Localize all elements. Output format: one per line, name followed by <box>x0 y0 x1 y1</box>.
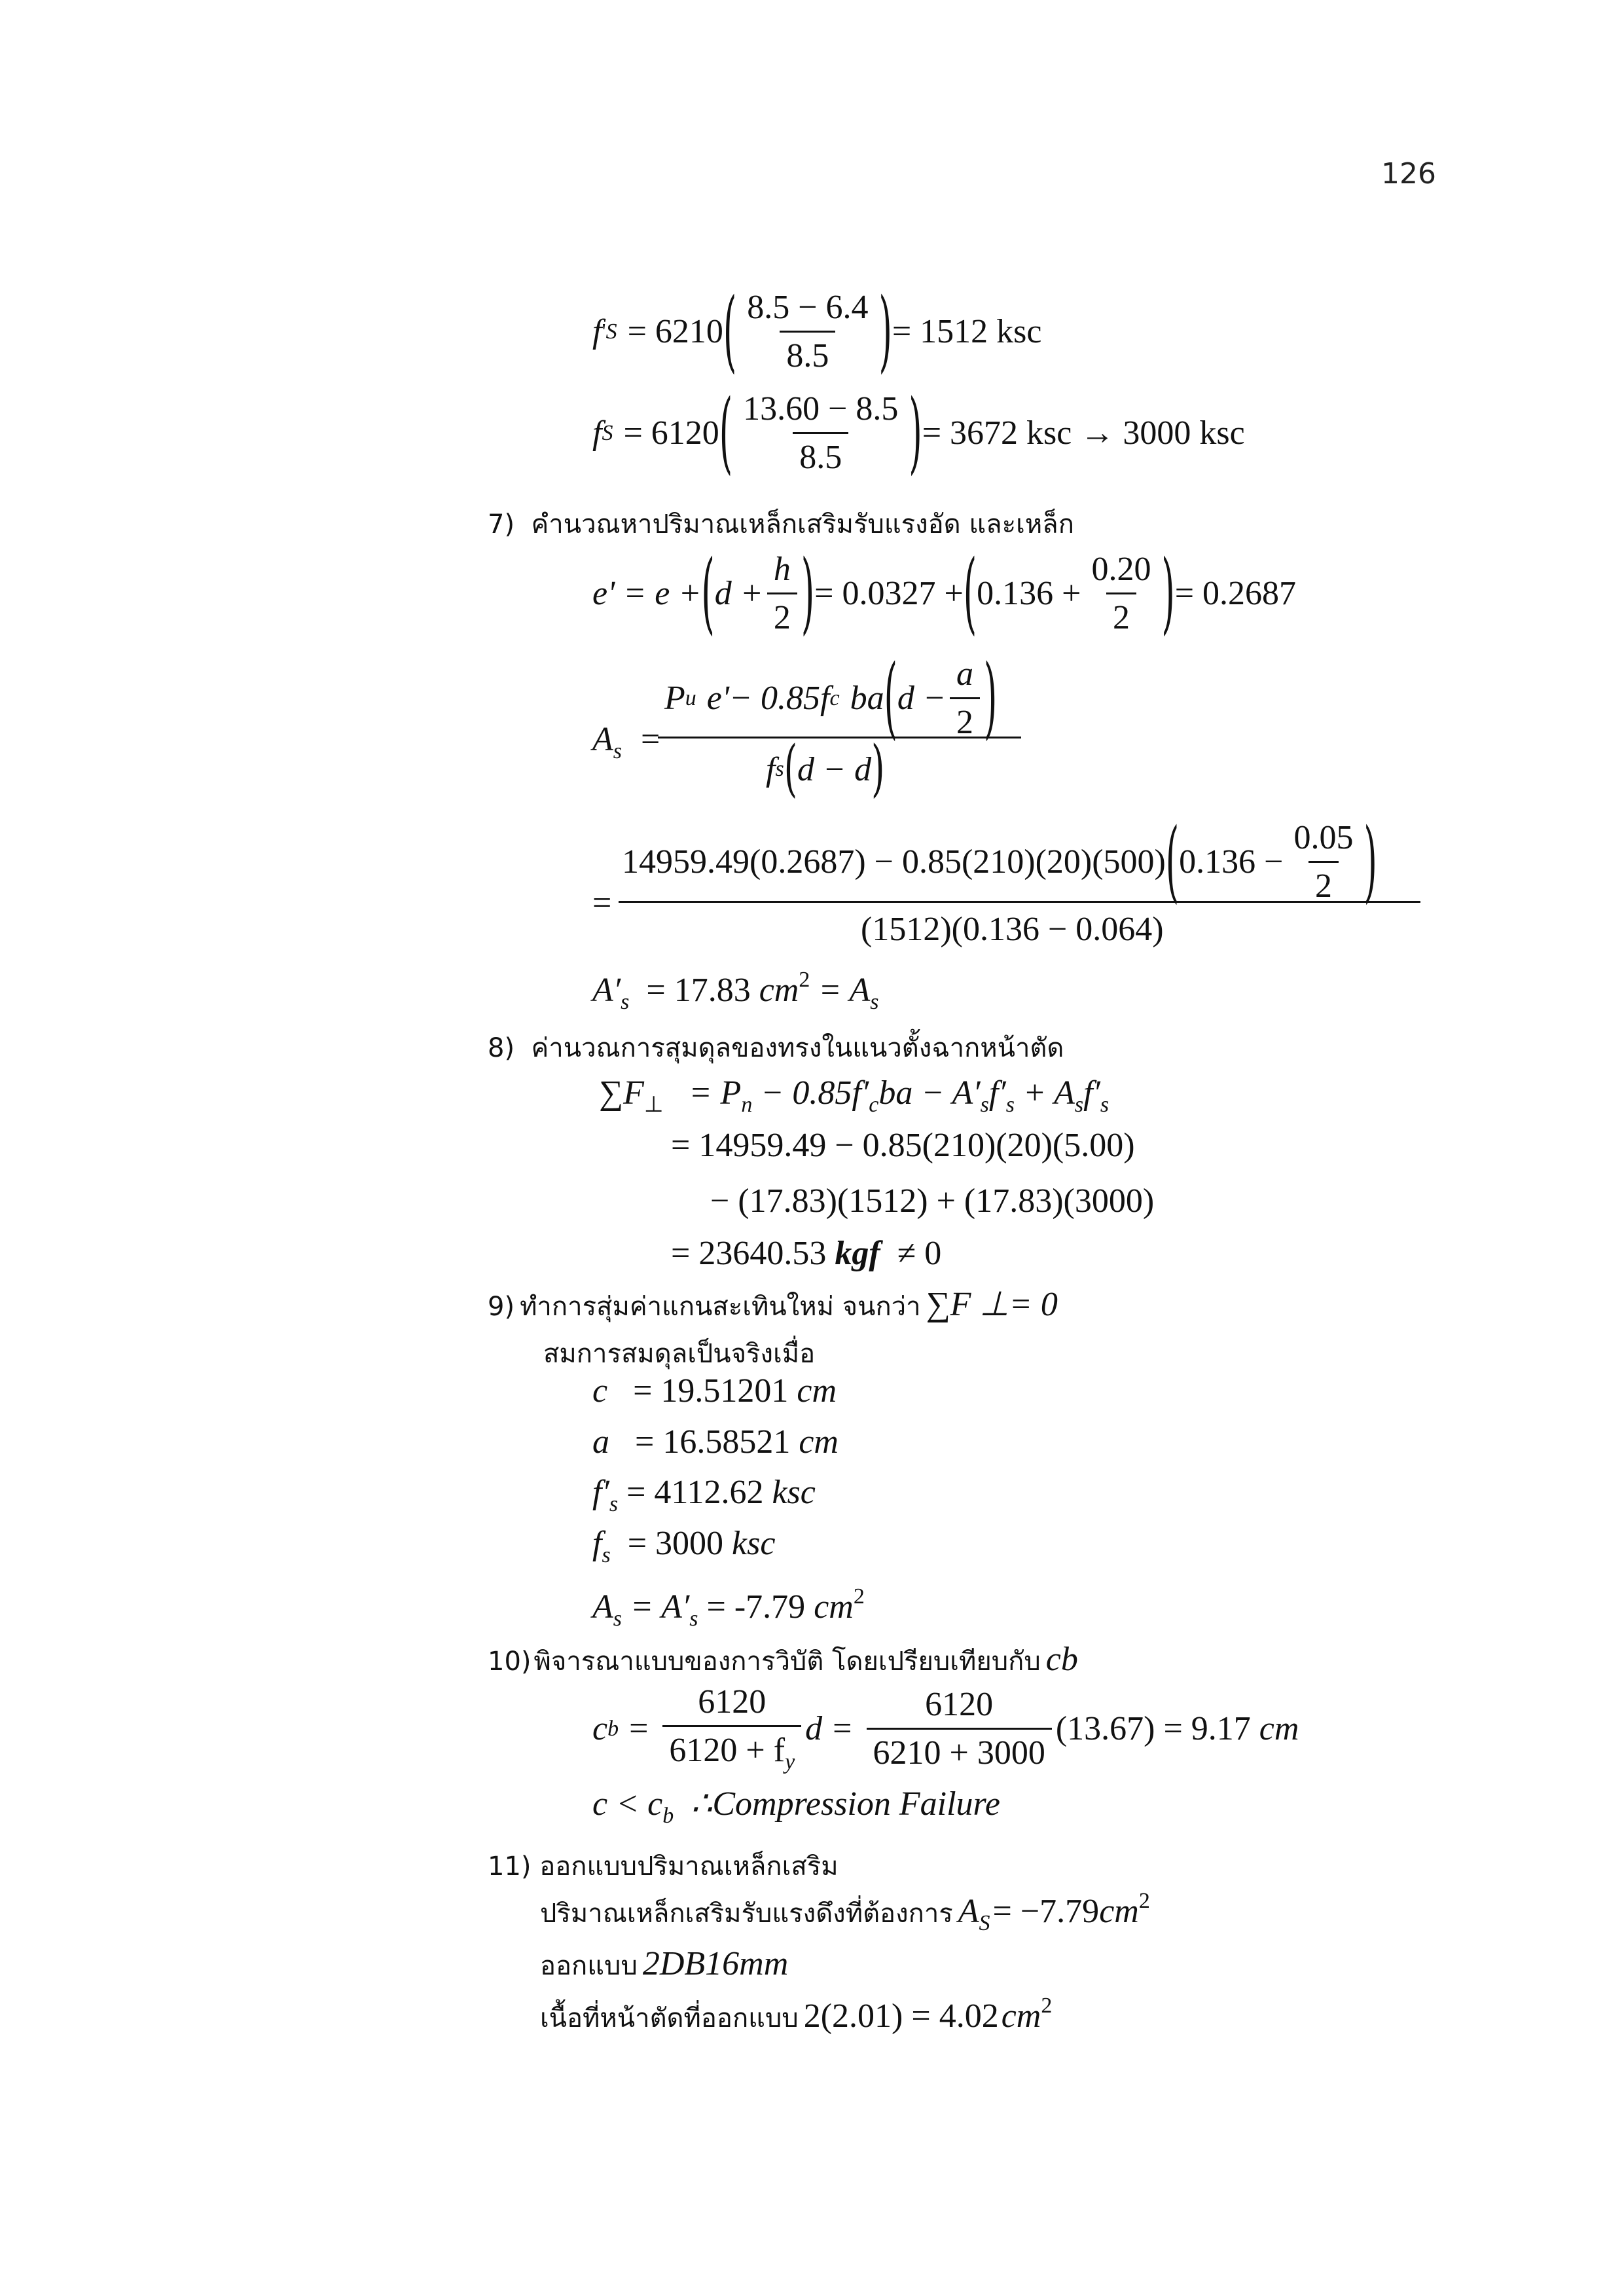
step8-heading: 8) ค่านวณการสุมดุลของทรงในแนวตั้งฉากหน้าตัด <box>488 1033 1064 1063</box>
step8-line2: = 14959.49 − 0.85(210)(20)(5.00) <box>671 1127 1135 1164</box>
step9-fs-prime: $f'_s = 4112.62$ ksc <box>592 1474 816 1516</box>
step8-line3: − (17.83)(1512) + (17.83)(3000) <box>710 1182 1155 1220</box>
step10-heading: 10) พิจารณาแบบของการวิบัติ โดยเปรียบเทียบกับ cb <box>488 1641 1078 1678</box>
step9-as: $A_s = A'_s = -7.79$ $cm^2$ <box>592 1584 865 1631</box>
eq-e-prime: e' = e + ( d + $\frac{h}{2}$ ) = 0.0327 + ( 0.136 + $\frac{0.20}{2}$ ) = 0.2687 <box>592 542 1297 645</box>
as-lhs: $A_s$ = <box>592 721 660 763</box>
step9-c: c = 19.51201 cm <box>592 1372 837 1410</box>
as-numerator: P u e'− 0.85f c ba ( d − $\frac{a}{2}$ ) <box>664 647 998 750</box>
as-result: $A'_s = 17.83$ $cm^2 = A_s$ <box>592 968 879 1014</box>
step9-sub: สมการสมดุลเป็นจริงเมื่อ <box>543 1339 816 1369</box>
page-number: 126 <box>1381 157 1436 191</box>
sub-eq-sign: = <box>592 884 612 922</box>
sub-fraction-bar <box>619 901 1420 903</box>
step11-heading: 11) ออกแบบปริมาณเหล็กเสริม <box>488 1851 839 1882</box>
as-fraction-bar <box>658 737 1021 738</box>
eq-fs-prime: f ' S = 6210 ( $\frac{8.5 - 6.4}{8.5}$ ) = 1512 ksc <box>592 280 1042 383</box>
step11-line2: ออกแบบ 2DB16mm <box>540 1945 789 1982</box>
step10-cb: c b = $\frac{6120}{6120 + f_y}$ d = $\frac{6120}{6210 + 3000}$ (13.67) = 9.17 cm <box>592 1683 1299 1774</box>
step7-heading: 7) คำนวณหาปริมาณเหล็กเสริมรับแรงอัด และเหล็ก <box>488 509 1074 539</box>
step9-heading: 9) ทำการสุ่มค่าแกนสะเทินใหม่ จนกว่า ∑F ⊥= 0 <box>488 1286 1058 1323</box>
eq-fs: f S = 6120 ( $\frac{13.60 - 8.5}{8.5}$ ) = 3672 ksc → 3000 ksc <box>592 382 1245 484</box>
step10-conclusion: $c < c_b$ ∴Compression Failure <box>592 1785 1000 1828</box>
sub-numerator: 14959.49(0.2687) − 0.85(210)(20)(500) ( 0.136 − $\frac{0.05}{2}$ ) <box>622 811 1377 913</box>
as-denominator: f s ( d − d ) <box>766 734 885 805</box>
step11-line1: ปริมาณเหล็กเสริมรับแรงดึงที่ต้องการ AS = −7.79cm2 <box>540 1889 1150 1935</box>
step8-line1: $\sum F_\perp$ = $P_n - 0.85f'_cba - A'_sf'_s + A_sf'_s$ <box>599 1074 1110 1117</box>
step9-a: a = 16.58521 cm <box>592 1423 839 1461</box>
step9-fs: $f_s = 3000$ ksc <box>592 1525 776 1567</box>
step11-line3: เนื้อที่หน้าตัดที่ออกแบบ 2(2.01) = 4.02 cm2 <box>540 1994 1053 2035</box>
step8-line4: = 23640.53 kgf ≠ 0 <box>671 1235 942 1272</box>
sub-denominator: (1512)(0.136 − 0.064) <box>861 911 1164 948</box>
